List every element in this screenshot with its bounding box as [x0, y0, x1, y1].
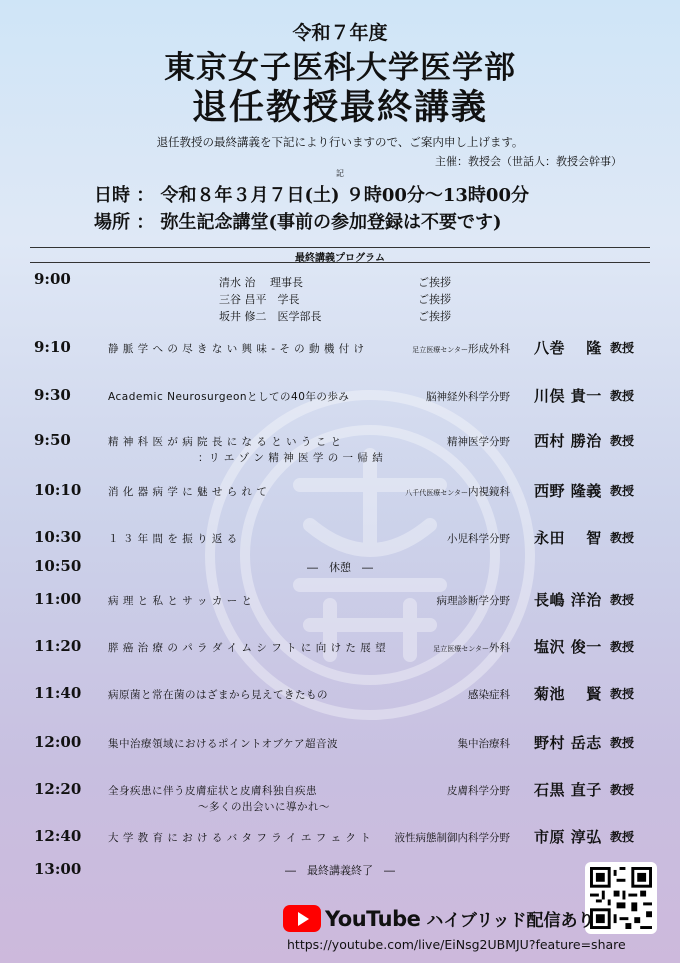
- lecture-department-name: 外科: [489, 642, 510, 654]
- youtube-wordmark: YouTube: [325, 906, 421, 931]
- event-datetime: 日時 ： 令和８年３月７日(土) ９時00分～13時00分: [94, 185, 529, 206]
- divider: [30, 262, 650, 263]
- lecture-department-name: 液性病態制御内科学分野: [394, 832, 510, 844]
- lecturer-role: 教授: [610, 389, 635, 403]
- lecture-department-name: 内視鏡科: [468, 486, 510, 498]
- lecture-time: 9:30: [34, 386, 71, 404]
- lecturer-name: 長嶋 洋治: [534, 591, 602, 609]
- lecture-title: １ ３ 年 間 を 振 り 返 る: [108, 533, 238, 545]
- lecture-department-name: 感染症科: [468, 689, 510, 701]
- lecture-title: Academic Neurosurgeonとしての40年の歩み: [108, 391, 350, 403]
- lecturer-role: 教授: [610, 341, 635, 355]
- ki-mark: 記: [336, 169, 344, 178]
- end-time: 13:00: [34, 860, 82, 878]
- lecture-title: 膵 癌 治 療 の パ ラ ダ イ ム シ フ ト に 向 け た 展 望: [108, 642, 387, 654]
- lecturer-role: 教授: [610, 531, 635, 545]
- lecture-department: [433, 640, 510, 655]
- greeting-role: ご挨拶: [418, 310, 451, 323]
- university-seal-watermark: [190, 375, 550, 735]
- opening-time: 9:00: [34, 270, 71, 288]
- lecture-title: 精 神 科 医 が 病 院 長 に な る と い う こ と: [108, 436, 342, 448]
- lecturer-role: 教授: [610, 484, 635, 498]
- lecturer-role: 教授: [610, 640, 635, 654]
- qr-code[interactable]: [585, 862, 657, 934]
- lecturer-name: 塩沢 俊一: [534, 638, 602, 656]
- lecture-department-name: 集中治療科: [457, 738, 510, 750]
- lecture-hospital: 足立医療センター: [433, 645, 489, 653]
- lecturer-name: 市原 淳弘: [534, 828, 602, 846]
- lecturer-name: 八巻 隆: [534, 339, 602, 357]
- event-title: 退任教授最終講義: [191, 88, 488, 128]
- lecturer-role: 教授: [610, 593, 635, 607]
- lecture-time: 12:40: [34, 827, 82, 845]
- greeting-role: ご挨拶: [418, 276, 451, 289]
- lecture-time: 12:20: [34, 780, 82, 798]
- break-label: ― 休憩 ―: [307, 561, 373, 574]
- lecture-title: 全身疾患に伴う皮膚症状と皮膚科独自疾患: [108, 785, 317, 797]
- lecture-time: 11:40: [34, 684, 82, 702]
- lecture-department: [447, 531, 510, 546]
- lecturer-name: 西野 隆義: [534, 482, 602, 500]
- lecture-department: [447, 783, 510, 798]
- lecture-department: [447, 434, 510, 449]
- lecturer-role: 教授: [610, 687, 635, 701]
- lecture-department: [458, 736, 511, 751]
- lecture-department: [405, 484, 510, 499]
- lecture-time: 10:10: [34, 481, 82, 499]
- greeting-name: 坂井 修二 医学部長: [219, 310, 322, 323]
- lecture-title: 病 理 と 私 と サ ッ カ ー と: [108, 595, 253, 607]
- lecturer-role: 教授: [610, 736, 635, 750]
- lecturer-role: 教授: [610, 783, 635, 797]
- end-label: ― 最終講義終了 ―: [285, 864, 395, 877]
- stream-url-link[interactable]: https://youtube.com/live/EiNsg2UBMJU?feature=share: [287, 937, 626, 952]
- lecturer-name: 野村 岳志: [534, 734, 602, 752]
- fiscal-year: 令和７年度: [292, 22, 388, 44]
- program-title: 最終講義プログラム: [295, 253, 385, 264]
- lecture-hospital: 足立医療センター: [412, 346, 468, 354]
- qr-code-icon: [590, 867, 652, 929]
- lecturer-name: 永田 智: [534, 529, 602, 547]
- event-place: 場所 ： 弥生記念講堂(事前の参加登録は不要です): [94, 212, 502, 233]
- lecture-department: [437, 593, 511, 608]
- lecturer-role: 教授: [610, 434, 635, 448]
- lecture-subtitle: ：リ エ ゾ ン 精 神 医 学 の 一 帰 結: [198, 452, 384, 464]
- lecture-department-name: 皮膚科学分野: [447, 785, 510, 797]
- lecturer-role: 教授: [610, 830, 635, 844]
- lecture-title: 集中治療領域におけるポイントオブケア超音波: [108, 738, 339, 750]
- lecture-title: 消 化 器 病 学 に 魅 せ ら れ て: [108, 486, 268, 498]
- lecture-time: 10:30: [34, 528, 82, 546]
- youtube-banner[interactable]: [283, 905, 595, 932]
- lecture-department: [412, 341, 510, 356]
- host-text: 主催：教授会（世話人：教授会幹事）: [435, 155, 622, 168]
- lecture-department-name: 精神医学分野: [447, 436, 510, 448]
- lecture-title: 静 脈 学 へ の 尽 き な い 興 味 - そ の 動 機 付 け: [108, 343, 365, 355]
- school-title: 東京女子医科大学医学部: [164, 50, 516, 86]
- lecture-department-name: 脳神経外科学分野: [426, 391, 510, 403]
- greeting-name: 清水 治 理事長: [219, 276, 303, 289]
- lecturer-name: 川俣 貴一: [534, 387, 602, 405]
- lecture-title: 病原菌と常在菌のはざまから見えてきたもの: [108, 689, 328, 701]
- lecture-department-name: 形成外科: [468, 343, 510, 355]
- greeting-role: ご挨拶: [418, 293, 451, 306]
- lecture-time: 12:00: [34, 733, 82, 751]
- lecturer-name: 菊池 賢: [534, 685, 602, 703]
- break-time: 10:50: [34, 557, 82, 575]
- lecture-department-name: 小児科学分野: [447, 533, 510, 545]
- lecturer-name: 西村 勝治: [534, 432, 602, 450]
- lecture-time: 11:20: [34, 637, 82, 655]
- lecture-time: 9:10: [34, 338, 71, 356]
- lecture-department: [468, 687, 510, 702]
- lecture-department: [395, 830, 511, 845]
- lecture-subtitle: ～多くの出会いに導かれ～: [198, 801, 330, 813]
- youtube-play-icon: [283, 905, 321, 932]
- lecture-title: 大 学 教 育 に お け る バ タ フ ラ イ エ フ ェ ク ト: [108, 832, 372, 844]
- divider: [30, 247, 650, 248]
- intro-text: 退任教授の最終講義を下記により行いますので、ご案内申し上げます。: [156, 135, 524, 149]
- lecture-department: [426, 389, 510, 404]
- lecture-department-name: 病理診断学分野: [436, 595, 510, 607]
- lecture-hospital: 八千代医療センター: [405, 489, 468, 497]
- hybrid-note: ハイブリッド配信あり: [426, 911, 595, 931]
- lecture-time: 9:50: [34, 431, 71, 449]
- lecture-time: 11:00: [34, 590, 82, 608]
- greeting-name: 三谷 昌平 学長: [219, 293, 300, 306]
- lecturer-name: 石黒 直子: [534, 781, 602, 799]
